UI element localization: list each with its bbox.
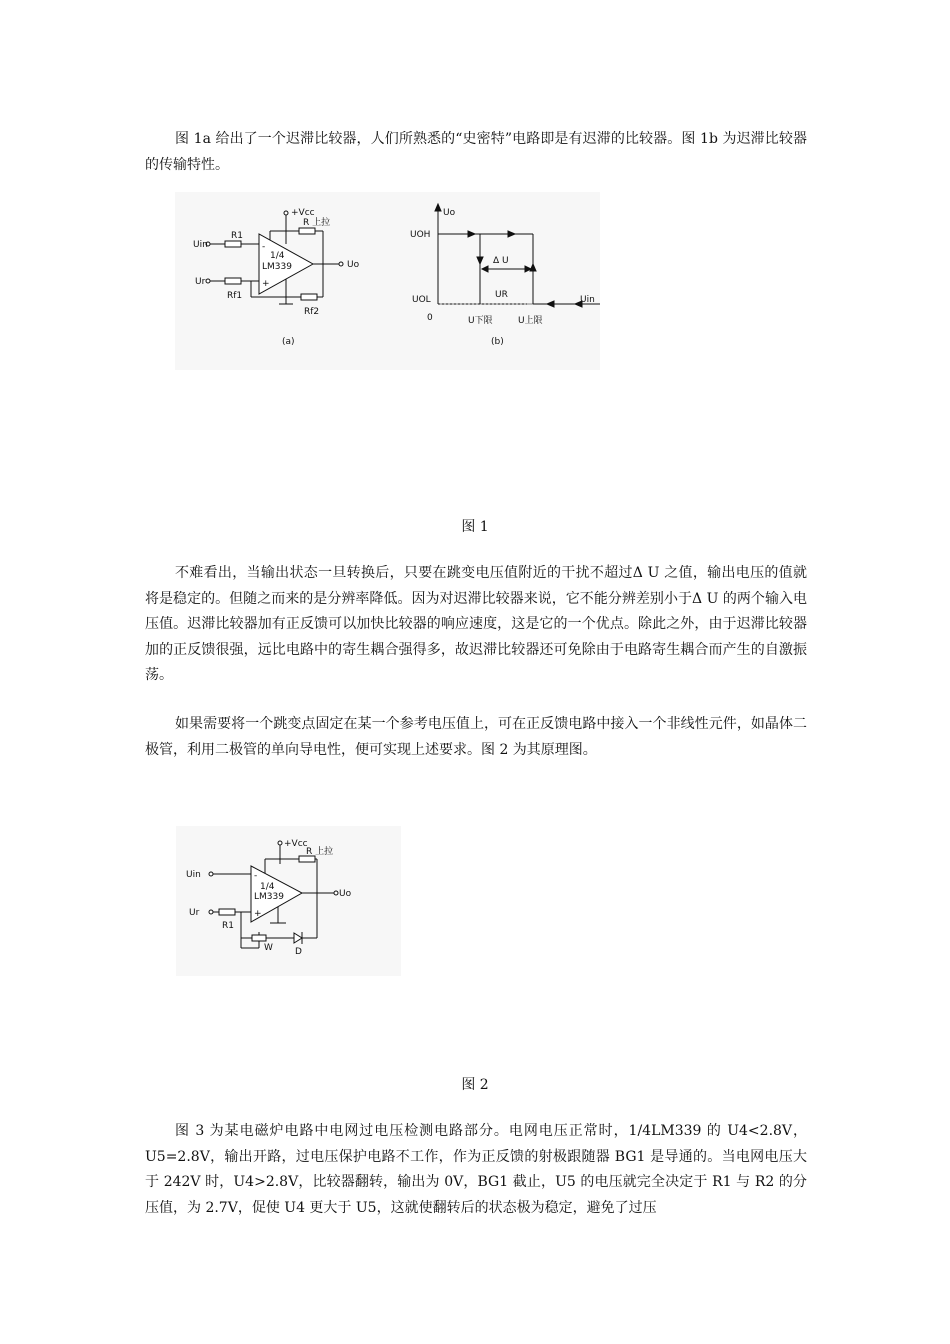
minus-sign: - xyxy=(262,242,266,252)
uo-axis-label: Uo xyxy=(443,208,456,218)
rf2-label: Rf2 xyxy=(304,307,320,317)
fig2-minus-sign: - xyxy=(254,871,258,881)
delta-u-label: Δ U xyxy=(493,256,509,266)
upper-threshold-label: U上限 xyxy=(518,316,543,326)
uo-label: Uo xyxy=(347,260,360,270)
subfigure-a-label: (a) xyxy=(282,337,295,347)
fig2-uo-label: Uo xyxy=(339,889,352,899)
paragraph-overvoltage: 图 3 为某电磁炉电路中电网过电压检测电路部分。电网电压正常时，1/4LM339 的 U4<2.8V，U5=2.8V，输出开路，过电压保护电路不工作，作为正反馈的射极跟随器 BG1 是导通的。当电网电压大于 242V 时，U4>2.8V，比较器翻转，输出为 0V，BG1 截止，U5 的电压就完全决定于 R1 与 R2 的分压值，为 2.7V，促使 U4 更大于 U5，这就使翻转后的状态极为稳定，避免了过压 xyxy=(145,1123,807,1216)
figure-2-caption: 图 2 xyxy=(461,1077,489,1093)
paragraph-hysteresis: 不难看出，当输出状态一旦转换后，只要在跳变电压值附近的干扰不超过Δ U 之值，输出电压的值就将是稳定的。但随之而来的是分辨率降低。因为对迟滞比较器来说，它不能分辨差别小于Δ U 的两个输入电压值。迟滞比较器加有正反馈可以加快比较器的响应速度，这是它的一个优点。除此之外，由于迟滞比较器加的正反馈很强，远比电路中的寄生耦合强得多，故迟滞比较器还可免除由于电路寄生耦合而产生的自激振荡。 xyxy=(145,565,807,683)
fig2-plus-sign: + xyxy=(254,909,262,919)
lower-threshold-label: U下限 xyxy=(468,316,493,326)
paragraph-intro: 图 1a 给出了一个迟滞比较器，人们所熟悉的“史密特”电路即是有迟滞的比较器。图 1b 为迟滞比较器的传输特性。 xyxy=(145,131,807,173)
ur-label: Ur xyxy=(195,277,206,287)
ur-threshold-label: UR xyxy=(495,290,508,300)
fig2-chip-label-2: LM339 xyxy=(254,892,284,902)
fig2-uin-label: Uin xyxy=(186,870,201,880)
origin-label: 0 xyxy=(427,313,433,323)
figure-2 xyxy=(176,826,401,976)
pullup-label: R 上拉 xyxy=(303,218,331,228)
uol-label: UOL xyxy=(412,295,431,305)
rf1-label: Rf1 xyxy=(227,291,243,301)
fig2-chip-label-1: 1/4 xyxy=(260,882,275,892)
figure-1-caption: 图 1 xyxy=(461,519,489,535)
r1-label: R1 xyxy=(231,231,243,241)
uin-label: Uin xyxy=(193,240,208,250)
fig2-r1-label: R1 xyxy=(222,921,234,931)
subfigure-b-label: (b) xyxy=(491,337,504,347)
figure-1 xyxy=(175,192,600,370)
diode-label: D xyxy=(295,947,302,957)
chip-label-2: LM339 xyxy=(262,262,292,272)
paragraph-diode: 如果需要将一个跳变点固定在某一个参考电压值上，可在正反馈电路中接入一个非线性元件，如晶体二极管，利用二极管的单向导电性，便可实现上述要求。图 2 为其原理图。 xyxy=(145,716,807,758)
chip-label-1: 1/4 xyxy=(270,251,285,261)
uoh-label: UOH xyxy=(410,230,431,240)
fig2-ur-label: Ur xyxy=(189,908,200,918)
plus-sign: + xyxy=(262,279,270,289)
vcc-label: +Vcc xyxy=(291,208,315,218)
fig2-vcc-label: +Vcc xyxy=(284,839,308,849)
potentiometer-label: W xyxy=(264,943,273,953)
uin-axis-label: Uin xyxy=(580,295,595,305)
fig2-pullup-label: R 上拉 xyxy=(306,847,334,857)
transfer-characteristic-b xyxy=(435,204,600,307)
